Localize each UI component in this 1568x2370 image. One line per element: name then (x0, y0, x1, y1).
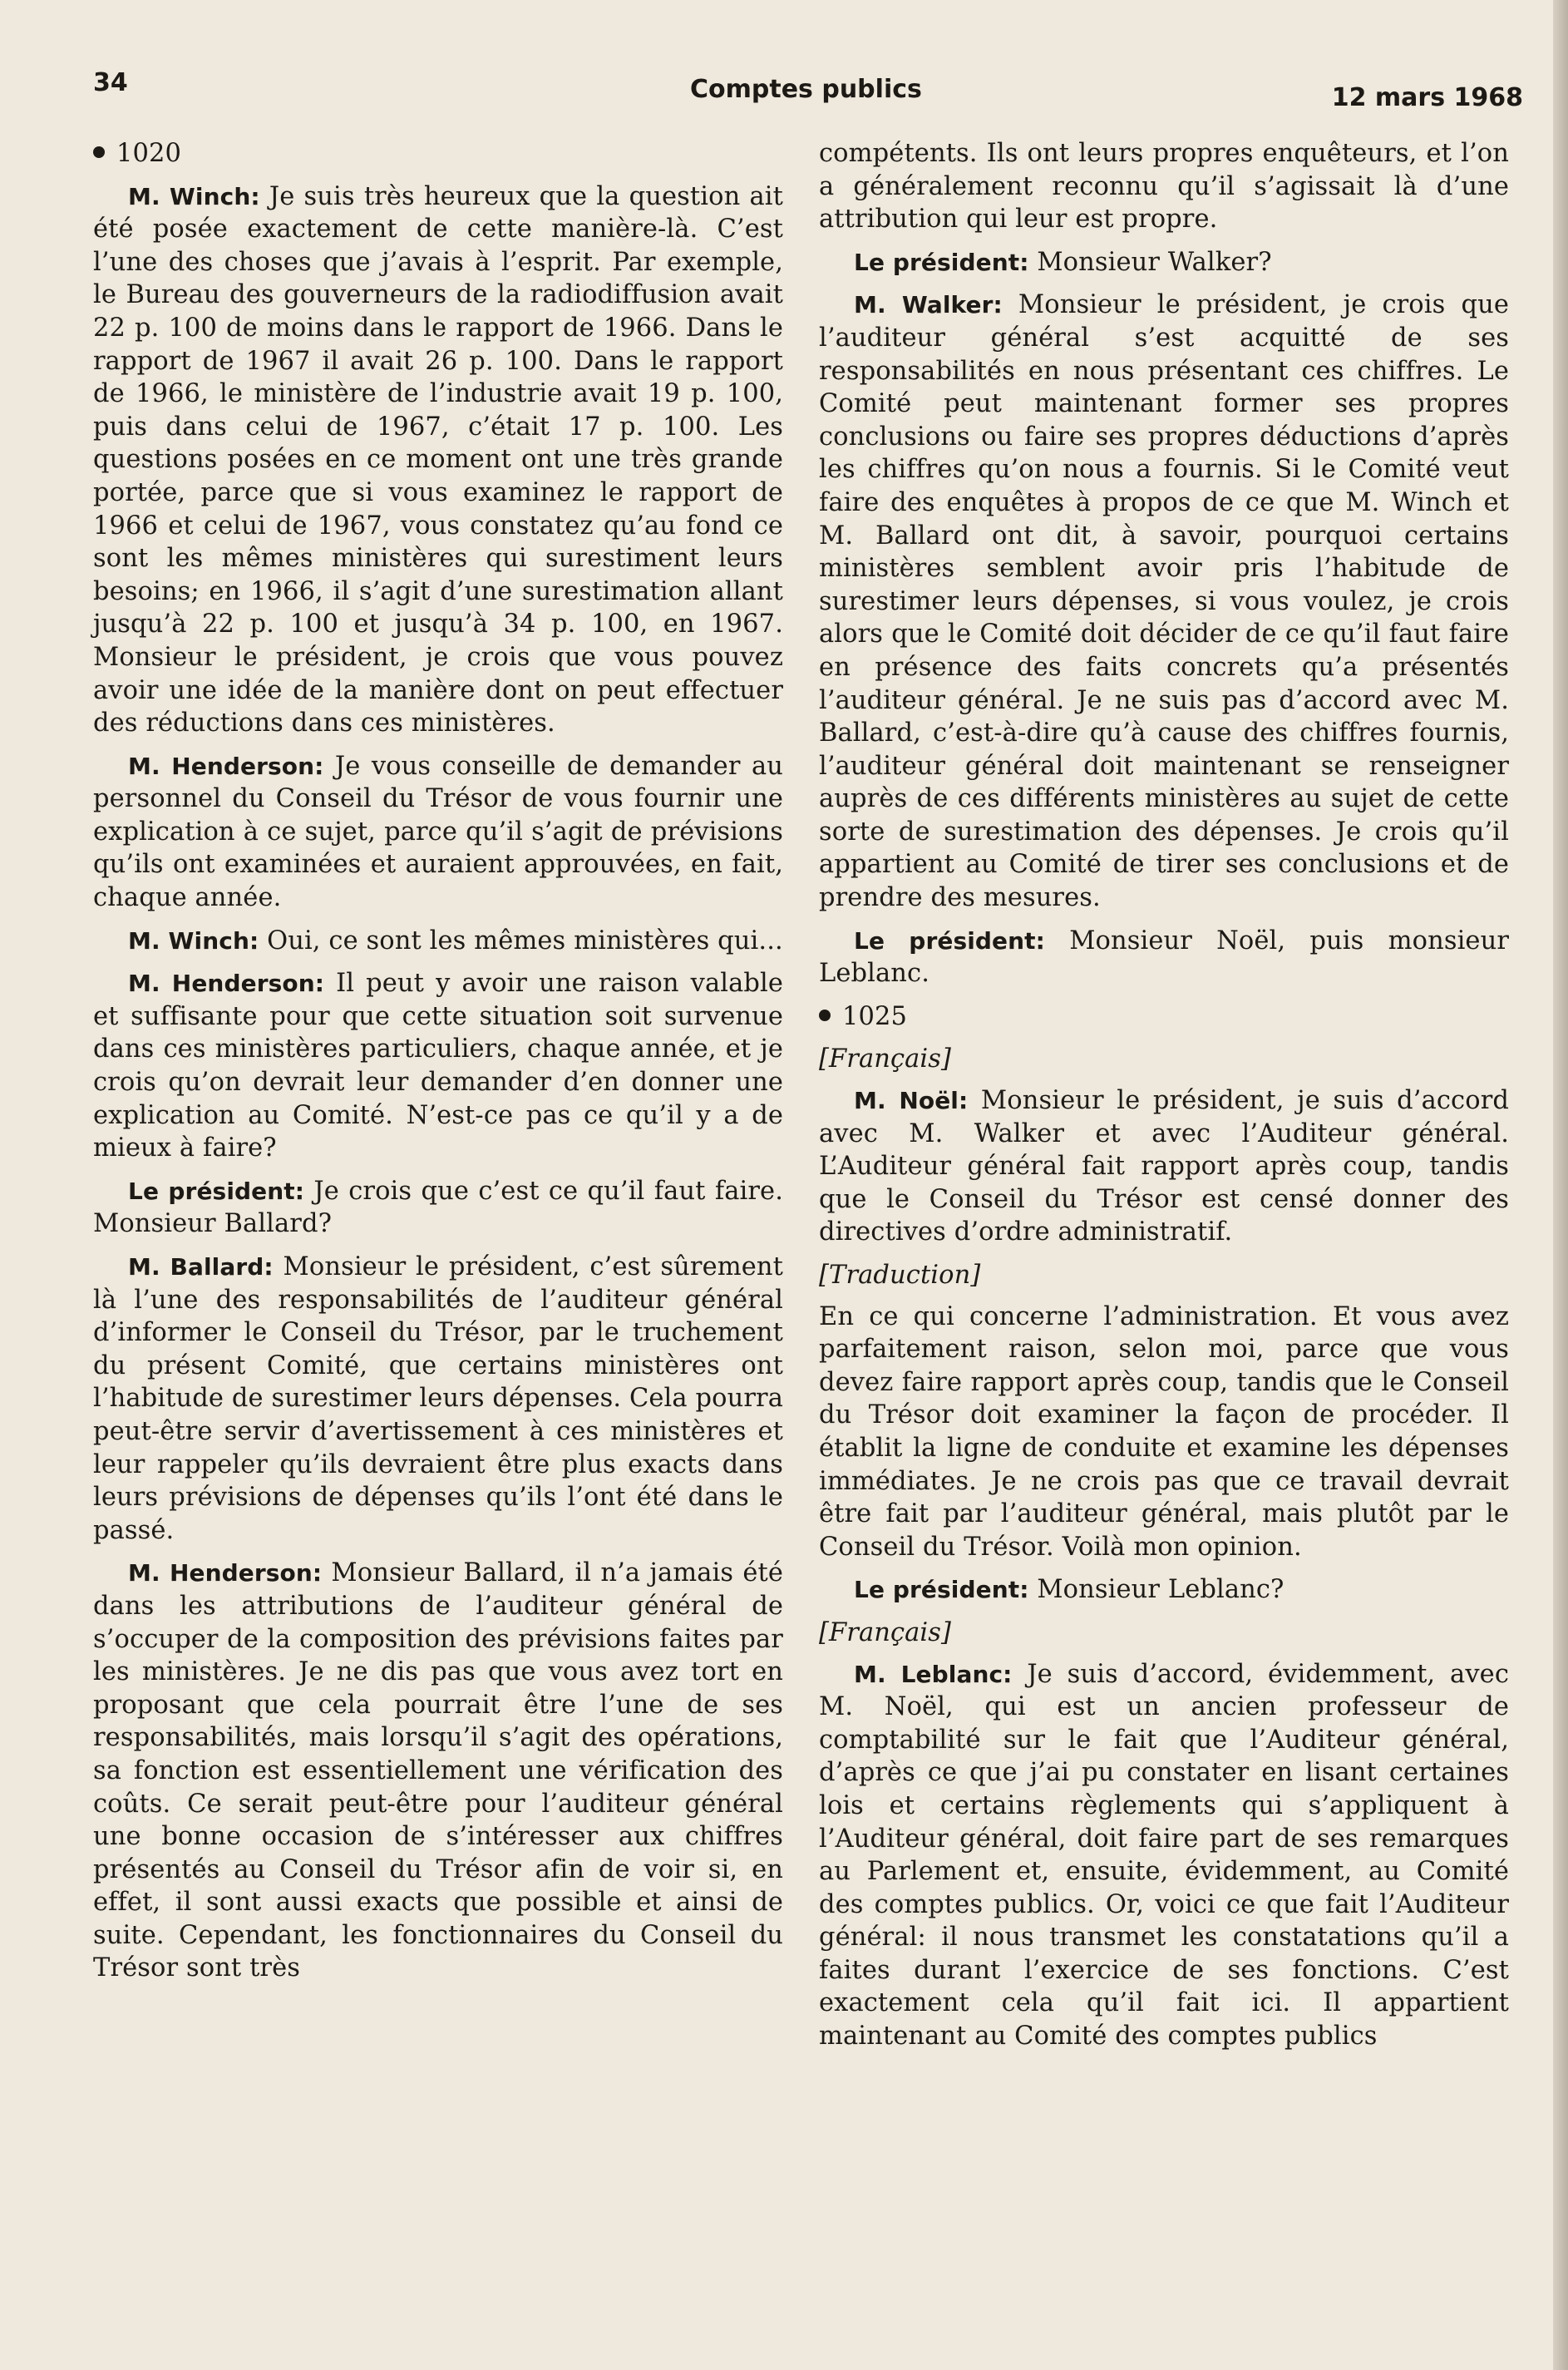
time-marker (819, 1000, 1509, 1034)
bullet-icon (93, 146, 105, 158)
paragraph-text: Je crois que c’est ce qu’il faut faire. Monsieur Ballard? (93, 1176, 783, 1239)
speaker-name: Le président: (128, 1177, 305, 1205)
paragraph-continuation: compétents. Ils ont leurs propres enquêteurs, et l’on a généralement reconnu qu’il s’agissait là d’une attribution qui leur est propre. (819, 139, 1509, 235)
paragraph-text: Monsieur Noël, puis monsieur Leblanc. (819, 926, 1510, 989)
paragraph (819, 1084, 1509, 1249)
paragraph-text: Je suis d’accord, évidemment, avec M. Noël, qui est un ancien professeur de comptabilité sur le fait que l’Auditeur général, d’après ce que j’ai pu constater en lisant certaines lois et certains règlements qui s’appliquent à l’Auditeur général, doit faire part de ses remarques au Parlement et, ensuite, évidemment, au Comité des comptes publics. Or, voici ce que fait l’Auditeur général: il nous transmet les constatations qu’il a faites durant l’exercice de ses fonctions. C’est exactement cela qu’il fait ici. Il appartient maintenant au Comité des comptes publics (819, 1659, 1510, 2052)
paragraph-text: Monsieur Ballard, il n’a jamais été dans les attributions de l’auditeur général de s’occuper de la composition des prévisions faites par les ministères. Je ne dis pas que vous avez tort en proposant que cela pourrait être l’une de ses responsabilités, mais lorsqu’il s’agit des opérations, sa fonction est essentiellement une vérification des coûts. Ce serait peut-être pour l’auditeur général une bonne occasion de s’intéresser aux chiffres présentés au Conseil du Trésor afin de voir si, en effet, il sont aussi exacts que possible et ainsi de suite. Cependant, les fonctionnaires du Conseil du Trésor sont très (93, 1558, 784, 1983)
paragraph (819, 925, 1509, 990)
speaker-name: Le président: (854, 1576, 1029, 1604)
paragraph (819, 289, 1509, 914)
paragraph-text: Monsieur le président, je crois que l’auditeur général s’est acquitté de ses responsabilités en nous présentant ces chiffres. Le Comité peut maintenant former ses propres conclusions ou faire ses propres déductions d’après les chiffres qu’on nous a fournis. Si le Comité veut faire des enquêtes à propos de ce que M. Winch et M. Ballard ont dit, à savoir, pourquoi certains ministères semblent avoir pris l’habitude de surestimer leurs dépenses, si vous voulez, je crois alors que le Comité doit décider de ce qu’il faut faire en présence des faits concrets qu’a présentés l’auditeur général. Je ne suis pas d’accord avec M. Ballard, c’est-à-dire qu’à cause des chiffres fournis, l’auditeur général doit maintenant se renseigner auprès de ces différents ministères au sujet de cette sorte de surestimation des dépenses. Je crois qu’il appartient au Comité de tirer ses conclusions et de prendre des mesures. (819, 290, 1509, 913)
language-tag: [Français] (819, 1044, 952, 1074)
paragraph (93, 750, 783, 915)
speaker-name: M. Winch: (128, 926, 259, 955)
paragraph-text: Monsieur Walker? (1037, 247, 1272, 277)
speaker-name: Le président: (854, 926, 1045, 955)
time-marker (93, 137, 783, 170)
paragraph-text: Il peut y avoir une raison valable et suffisante pour que cette situation soit survenue dans ces ministères particuliers, chaque année, et je crois qu’on devrait leur demander d’en donner une explication au Comité. N’est-ce pas ce qu’il y a de mieux à faire? (93, 969, 784, 1163)
page-date: 12 mars 1968 (1331, 83, 1523, 112)
paragraph: En ce qui concerne l’administration. Et vous avez parfaitement raison, selon moi, parce que vous devez faire rapport après coup, tandis que le Conseil du Trésor doit examiner la façon de procéder. Il établit la ligne de conduite et examine les dépenses immédiates. Je ne crois pas que ce travail devrait être fait par l’auditeur général, mais plutôt par le Conseil du Trésor. Voilà mon opinion. (819, 1301, 1509, 1562)
paragraph (93, 180, 783, 740)
time-marker-text: 1025 (842, 1001, 908, 1031)
paragraph-text: Je vous conseille de demander au personnel du Conseil du Trésor de vous fournir une explication à ce sujet, parce qu’il s’agit de prévisions qu’ils ont examinées et auraient approuvées, en fait, chaque année. (93, 751, 783, 913)
paragraph (93, 1175, 783, 1241)
paragraph (819, 1573, 1509, 1607)
paragraph (93, 1251, 783, 1547)
running-title: Comptes publics (690, 75, 922, 104)
paragraph-text: Monsieur le président, je suis d’accord avec M. Walker et avec l’Auditeur général. L’Auditeur général fait rapport après coup, tandis que le Conseil du Trésor est censé donner des directives d’ordre administratif. (819, 1086, 1509, 1247)
paragraph (819, 1658, 1509, 2053)
paragraph (819, 246, 1509, 279)
speaker-name: M. Ballard: (128, 1253, 274, 1281)
paragraph-text: Monsieur Leblanc? (1037, 1575, 1284, 1605)
paragraph-text: Je suis très heureux que la question ait été posée exactement de cette manière-là. C’est l’une des choses que j’avais à l’esprit. Par exemple, le Bureau des gouverneurs de la radiodiffusion avait 22 p. 100 de moins dans le rapport de 1966. Dans le rapport de 1967 il avait 26 p. 100. Dans le rapport de 1966, le ministère de l’industrie avait 19 p. 100, puis dans celui de 1967, c’était 17 p. 100. Les questions posées en ce moment ont une très grande portée, parce que si vous examinez le rapport de 1966 et celui de 1967, vous constatez qu’au fond ce sont les mêmes ministères qui surestiment leurs besoins; en 1966, il s’agit d’une surestimation allant jusqu’à 22 p. 100 et jusqu’à 34 p. 100, en 1967. Monsieur le président, je crois que vous pouvez avoir une idée de la manière dont on peut effectuer des réductions dans ces ministères. (93, 181, 784, 738)
bullet-icon (819, 1010, 831, 1021)
page-number: 34 (93, 68, 128, 97)
paragraph-text: Monsieur le président, c’est sûrement là l’une des responsabilités de l’auditeur général d’informer le Conseil du Trésor, par le truchement du présent Comité, que certains ministères ont l’habitude de surestimer leurs dépenses. Cela pourra peut-être servir d’avertissement à ces ministères et leur rappeler qu’ils devraient être plus exacts dans leurs prévisions de dépenses qu’ils l’ont été dans le passé. (93, 1252, 783, 1545)
speaker-name: M. Henderson: (128, 1559, 323, 1587)
speaker-name: M. Walker: (854, 291, 1003, 319)
paragraph (93, 967, 783, 1165)
speaker-name: M. Henderson: (128, 752, 324, 780)
language-tag: [Traduction] (819, 1261, 981, 1290)
speaker-name: M. Henderson: (128, 970, 325, 998)
right-column (819, 137, 1509, 2063)
paragraph-text: Oui, ce sont les mêmes ministères qui... (267, 926, 783, 955)
paragraph (93, 925, 783, 958)
speaker-name: M. Leblanc: (854, 1660, 1013, 1688)
speaker-name: M. Winch: (128, 182, 260, 210)
left-column (93, 137, 783, 1995)
time-marker-text: 1020 (116, 139, 182, 168)
paragraph (93, 1557, 783, 1985)
page-edge-shadow (1553, 0, 1568, 2370)
speaker-name: Le président: (854, 248, 1029, 276)
language-tag: [Français] (819, 1617, 952, 1647)
page-header (93, 68, 1523, 118)
speaker-name: M. Noël: (854, 1087, 969, 1115)
